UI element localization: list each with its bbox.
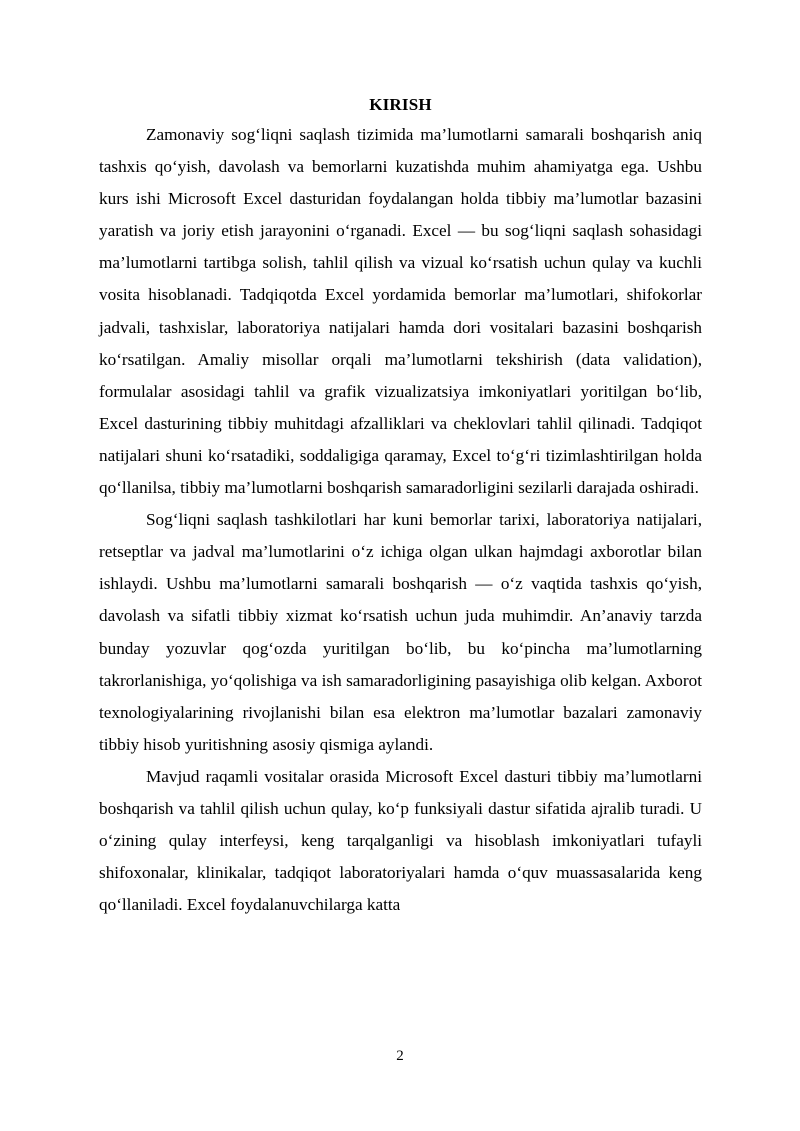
paragraph-excel-tools: Mavjud raqamli vositalar orasida Microsoft Excel dasturi tibbiy ma’lumotlarni boshqarish va tahlil qilish uchun qulay, ko‘p funksiyali dastur sifatida ajralib turadi. U o‘zining qulay interfeysi, keng tarqalganligi va hisoblash imkoniyatlari tufayli shifoxonalar, klinikalar, tadqiqot laboratoriyalari hamda o‘quv muassasalarida keng qo‘llaniladi. Excel foydalanuvchilarga katta bbox=[99, 766, 702, 915]
section-title: KIRISH bbox=[369, 95, 432, 114]
paragraph-intro: Zamonaviy sog‘liqni saqlash tizimida ma’lumotlarni samarali boshqarish aniq tashxis qo‘yish, davolash va bemorlarni kuzatishda muhim ahamiyatga ega. Ushbu kurs ishi Microsoft Excel dasturidan foydalangan holda tibbiy ma’lumotlar bazasini yaratish va joriy etish jarayonini o‘rganadi. Excel — bu sog‘liqni saqlash sohasidagi ma’lumotlarni tartibga solish, tahlil qilish va vizual ko‘rsatish uchun qulay va kuchli vosita hisoblanadi. Tadqiqotda Excel yordamida bemorlar ma’lumotlari, shifokorlar jadvali, tashxislar, laboratoriya natijalari hamda dori vositalari bazasini boshqarish ko‘rsatilgan. Amaliy misollar orqali ma’lumotlarni tekshirish (data validation), formulalar asosidagi tahlil va grafik vizualizatsiya imkoniyatlari yoritilgan bo‘lib, Excel dasturining tibbiy muhitdagi afzalliklari va cheklovlari tahlil qilinadi. Tadqiqot natijalari shuni ko‘rsatadiki, soddaligiga qaramay, Excel to‘g‘ri tizimlashtirilgan holda qo‘llanilsa, tibbiy ma’lumotlarni boshqarish samaradorligini sezilarli darajada oshiradi. bbox=[99, 125, 702, 498]
page-body bbox=[99, 93, 702, 921]
page-number: 2 bbox=[396, 1048, 404, 1064]
paragraph-healthcare-data: Sog‘liqni saqlash tashkilotlari har kuni bemorlar tarixi, laboratoriya natijalari, retseptlar va jadval ma’lumotlarini o‘z ichiga olgan ulkan hajmdagi axborotlar bilan ishlaydi. Ushbu ma’lumotlarni samarali boshqarish — o‘z vaqtida tashxis qo‘yish, davolash va sifatli tibbiy xizmat ko‘rsatish uchun juda muhimdir. An’anaviy tarzda bunday yozuvlar qog‘ozda yuritilgan bo‘lib, bu ko‘pincha ma’lumotlarning takrorlanishiga, yo‘qolishiga va ish samaradorligining pasayishiga olib kelgan. Axborot texnologiyalarining rivojlanishi bilan esa elektron ma’lumotlar bazalari zamonaviy tibbiy hisob yuritishning asosiy qismiga aylandi. bbox=[99, 510, 702, 754]
